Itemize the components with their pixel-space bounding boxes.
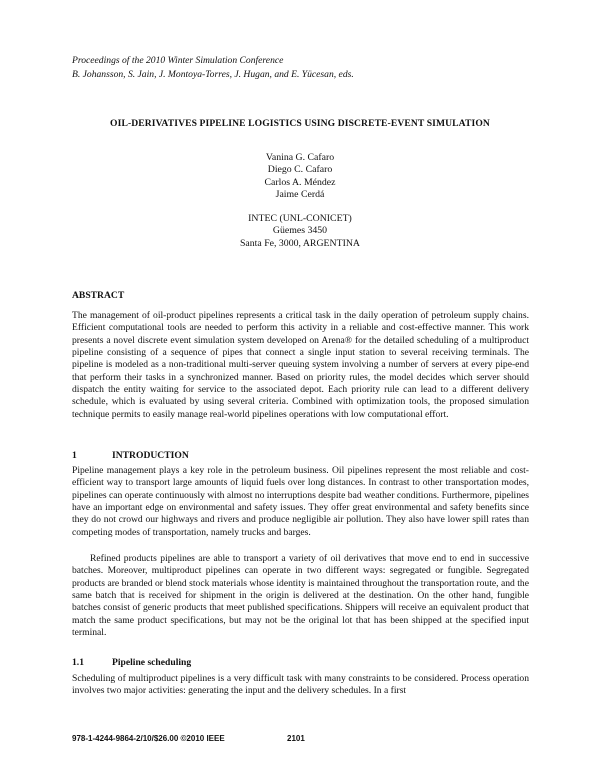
proceedings-line-2: B. Johansson, S. Jain, J. Montoya-Torres, J. Hugan, and E. Yücesan, eds. [72, 69, 354, 80]
intro-paragraph-1: Pipeline management plays a key role in the petroleum business. Oil pipelines represent the most reliable and cost-efficient way to transport large amounts of liquid fuels over long distances. In contrast to other transportation modes, pipelines can operate continuously with almost no interruptions despite bad weather conditions. Furthermore, pipelines have an important edge on environmental and safety issues. They offer great environmental and safety benefits since they do not crowd our highways and rivers and produce negligible air pollution. They also have lower spill rates than competing modes of transportation, namely trucks and barges. [72, 465, 529, 538]
section-number: 1 [72, 450, 77, 461]
abstract-text: The management of oil-product pipelines represents a critical task in the daily operation of petroleum supply chains. Efficient computational tools are needed to perform this activity in a reliable and cost-effective manner. This work presents a novel discrete event simulation system developed on Arena® for the detailed scheduling of a multiproduct pipeline consisting of a sequence of pipes that connect a single input station to several receiving terminals. The pipeline is modeled as a non-traditional multi-server queuing system involving a number of servers at every pipe-end that perform their tasks in a synchronized manner. Based on priority rules, the model decides which server should dispatch the entity waiting for service to the associated depot. Each priority rule can lead to a different delivery schedule, which is evaluated by using several criteria. Combined with optimization tools, the proposed simulation technique permits to easily manage real-world pipelines operations with low computational effort. [72, 310, 529, 420]
proceedings-line-1: Proceedings of the 2010 Winter Simulation Conference [72, 55, 284, 66]
section-title: INTRODUCTION [112, 450, 189, 461]
affiliation [0, 213, 600, 250]
affiliation-line: Güemes 3450 [272, 225, 328, 237]
proceedings-header [72, 54, 354, 82]
subsection-heading [72, 657, 191, 668]
paper-title: OIL-DERIVATIVES PIPELINE LOGISTICS USING DISCRETE-EVENT SIMULATION [110, 118, 490, 129]
author-list [0, 152, 600, 202]
subsection-number: 1.1 [72, 657, 84, 668]
author-name: Diego C. Cafaro [267, 164, 333, 176]
affiliation-line: INTEC (UNL-CONICET) [248, 213, 352, 224]
intro-heading [72, 450, 189, 461]
subsection-title: Pipeline scheduling [112, 657, 192, 668]
page-number: 2101 [287, 734, 305, 743]
author-name: Carlos A. Méndez [264, 176, 336, 188]
footer-isbn: 978-1-4244-9864-2/10/$26.00 ©2010 IEEE [72, 734, 225, 743]
author-name: Vanina G. Cafaro [265, 152, 335, 163]
subsection-paragraph-1: Scheduling of multiproduct pipelines is a very difficult task with many constraints to be considered. Process operation involves two major activities: generating the input and the delivery schedules. In a first [72, 673, 529, 697]
author-name: Jaime Cerdá [275, 189, 325, 201]
abstract-heading: ABSTRACT [72, 290, 125, 301]
affiliation-line: Santa Fe, 3000, ARGENTINA [239, 237, 360, 249]
intro-paragraph-2: Refined products pipelines are able to transport a variety of oil derivatives that move end to end in successive batches. Moreover, multiproduct pipelines can operate in two different ways: segregated or fungible. Segregated products are branded or blend stock materials whose identity is maintained throughout the transportation route, and the same batch that is received for shipment in the origin is delivered at the destination. On the other hand, fungible batches consist of generic products that meet published specifications. Shippers will receive an equivalent product that match the same product specifications, but may not be the original lot that has been shipped at the specified input terminal. [72, 553, 529, 639]
